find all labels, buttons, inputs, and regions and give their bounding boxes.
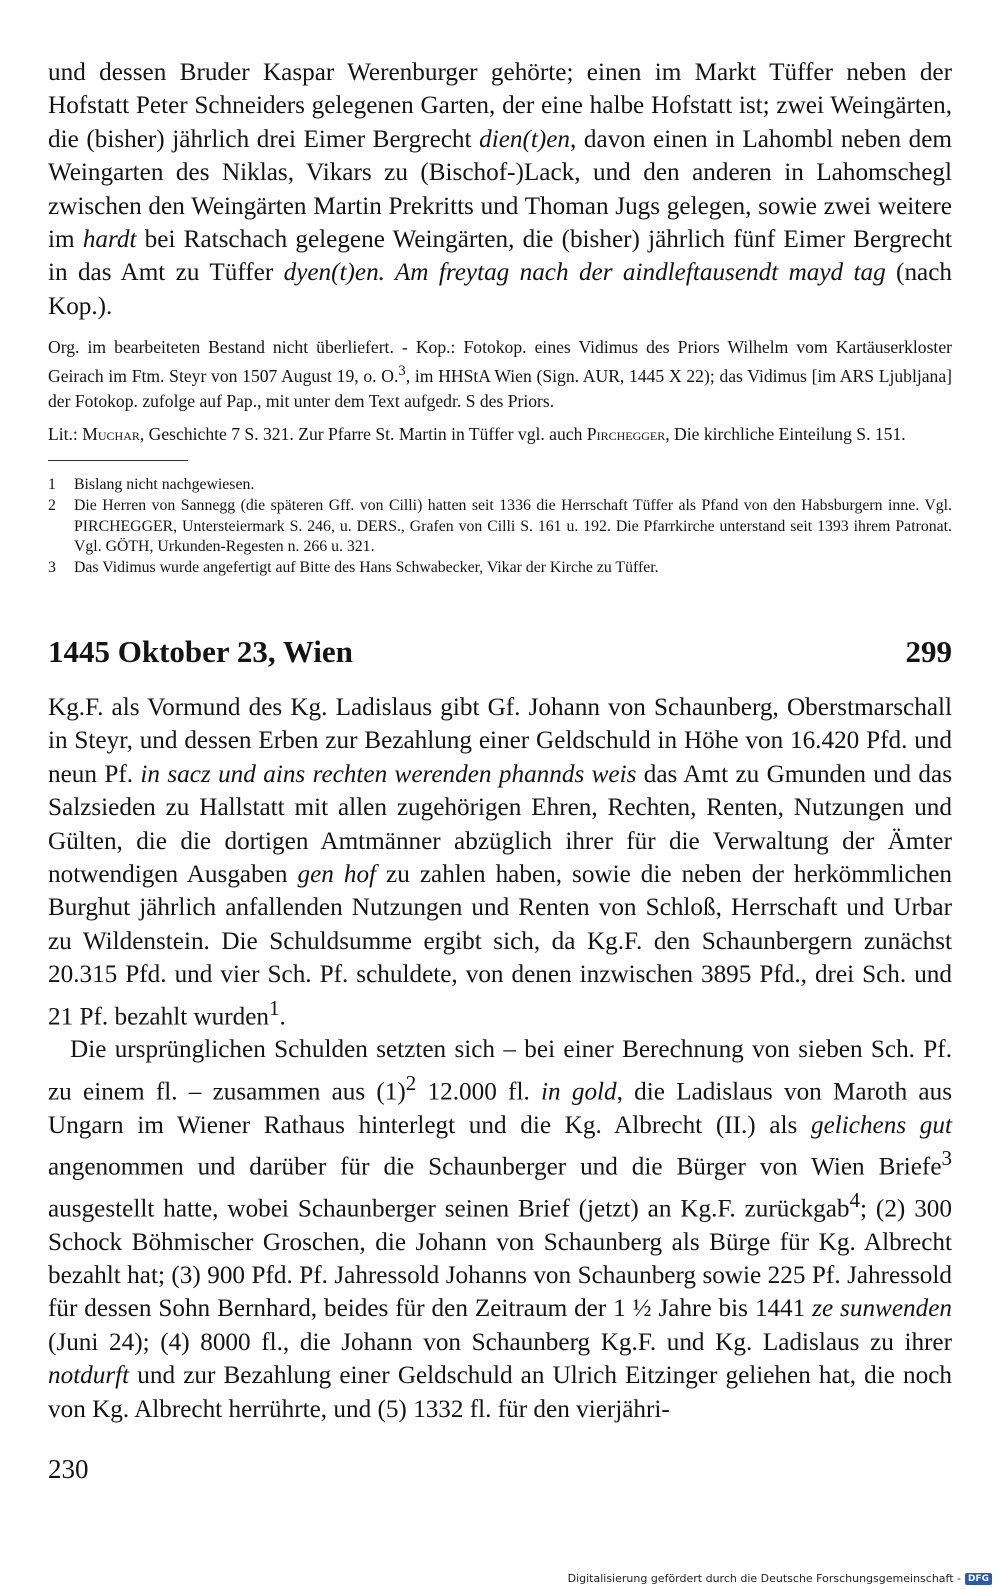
text-run: 12.000 fl. <box>416 1078 541 1106</box>
footnote-text: Bislang nicht nachgewiesen. <box>74 475 255 493</box>
footnote-list <box>48 475 952 579</box>
regest-paragraph-1 <box>48 691 952 1033</box>
text-run: ausgestellt hatte, wobei Schaunberger seinen Brief (jetzt) an Kg.F. zurückgab <box>48 1195 850 1223</box>
text-run: das Amt zu Gmunden und das Salzsieden zu Hallstatt mit allen zugehörigen Ehren, Rechten, Renten, Nutzungen und Gülten, die die dortigen Amtmänner abzüglich ihrer für die Verwaltung der Ämter notwendigen Ausgaben <box>48 760 952 888</box>
text-run: ; (2) 300 Schock Böhmischer Groschen, die Johann von Schaunberg als Bürge für Kg. Albrecht bezahlt hat; (3) 900 Pfd. Pf. Jahressold Johanns von Schaunberg sowie 225 Pf. Jahressold für dessen Sohn Bernhard, beides für den Zeitraum der 1 ½ Jahre bis 1441 <box>48 1195 952 1323</box>
italic-quote: dien(t)en <box>479 125 571 153</box>
text-run: Die ursprünglichen Schulden setzten sich – bei einer Berechnung von sieben Sch. Pf. zu einem fl. – zusammen aus (1) <box>48 1036 952 1106</box>
footnote-text: Das Vidimus wurde angefertigt auf Bitte des Hans Schwabecker, Vikar der Kirche zu Tüffer. <box>74 559 659 577</box>
italic-quote: hardt <box>82 226 137 254</box>
text-run: , die Ladislaus von Maroth aus Ungarn im Wiener Rathaus hinterlegt und die Kg. Albrecht (II.) als <box>48 1078 952 1139</box>
document-number: 299 <box>905 633 952 669</box>
text-run: und dessen Bruder Kaspar Werenburger gehörte; einen im Markt Tüffer neben der Hofstatt Peter Schneiders gelegenen Garten, der eine halbe Hofstatt ist; zwei Weingärten, die (bisher) jährlich drei Eimer Bergrecht <box>48 59 952 153</box>
dfg-logo-icon: DFG <box>965 1573 992 1585</box>
document-date-place: 1445 Oktober 23, Wien <box>48 633 353 669</box>
page-number: 230 <box>48 1454 89 1484</box>
author-name: Muchar <box>82 423 140 444</box>
footnote <box>48 558 952 579</box>
transmission-note <box>48 335 952 412</box>
text-run: (Juni 24); (4) 8000 fl., die Johann von Schaunberg Kg.F. und Kg. Ladislaus zu ihrer <box>48 1328 952 1356</box>
page-content <box>48 56 952 1426</box>
text-run: , Die kirchliche Einteilung S. 151. <box>665 423 906 444</box>
text-run: Org. im bearbeiteten Bestand nicht überliefert. - Kop.: Fotokop. eines Vidimus des Priors Wilhelm vom Kartäuserkloster Geirach im Ftm. Steyr von 1507 August 19, o. O. <box>48 337 952 387</box>
literature-note <box>48 422 952 446</box>
text-run: , Geschichte 7 S. 321. Zur Pfarre St. Martin in Tüffer vgl. auch <box>139 423 587 444</box>
text-run: . <box>279 1002 286 1030</box>
document-heading <box>48 633 952 671</box>
footnote-text: Die Herren von Sannegg (die späteren Gff. von Cilli) hatten seit 1336 die Herrschaft Tüffer als Pfand von den Habsburgern inne. Vgl. PIRCHEGGER, Untersteiermark S. 246, u. DERS., Grafen von Cilli S. 161 u. 192. Die Pfarrkirche unterstand seit 1393 ihrem Patronat. Vgl. GÖTH, Urkunden-Regesten n. 266 u. 321. <box>74 496 952 556</box>
text-run: (nach Kop.). <box>48 259 952 320</box>
footnote <box>48 475 952 496</box>
text-run: Kg.F. als Vormund des Kg. Ladislaus gibt Gf. Johann von Schaunberg, Oberstmarschall in Steyr, und dessen Erben zur Bezahlung einer Geldschuld in Höhe von 16.420 Pfd. und neun Pf. <box>48 693 952 788</box>
footnote-ref: 1 <box>269 995 280 1020</box>
footer-text: Digitalisierung gefördert durch die Deutsche Forschungsgemeinschaft - <box>567 1572 961 1585</box>
text-run: , im HHStA Wien (Sign. AUR, 1445 X 22); das Vidimus [im ARS Ljubljana] der Fotokop. zufolge auf Pap., mit unter dem Text aufgedr. S des Priors. <box>48 366 953 411</box>
italic-quote: in sacz und ains rechten werenden phannds weis <box>140 760 637 788</box>
footnote-ref: 2 <box>405 1070 417 1095</box>
footnote <box>48 496 952 558</box>
italic-quote: in gold <box>541 1078 617 1106</box>
italic-quote: ze sunwenden <box>812 1295 952 1323</box>
regest-paragraph-2 <box>48 1033 952 1426</box>
text-run: bei Ratschach gelegene Weingärten, die (bisher) jährlich fünf Eimer Bergrecht in das Amt zu Tüffer <box>48 226 953 287</box>
text-run: zu zahlen haben, sowie die neben der herkömmlichen Burghut jährlich anfallenden Nutzungen und Renten von Schloß, Herrschaft und Urbar zu Wildenstein. Die Schuldsumme ergibt sich, da Kg.F. den Schaunbergern zunächst 20.315 Pfd. und vier Sch. Pf. schuldete, von denen inzwischen 3895 Pfd., drei Sch. und 21 Pf. bezahlt wurden <box>48 860 952 1030</box>
footnote-number: 3 <box>48 559 56 577</box>
italic-quote: notdurft <box>48 1362 130 1390</box>
italic-quote: gelichens gut <box>811 1111 952 1139</box>
italic-quote: gen hof <box>297 860 377 888</box>
digitization-footer <box>568 1572 992 1585</box>
author-name: Pirchegger <box>586 423 666 444</box>
footnote-number: 2 <box>48 496 56 514</box>
text-run: , davon einen in Lahombl neben dem Weingarten des Niklas, Vikars zu (Bischof-)Lack, und den anderen in Lahomschegl zwischen den Weingärten Martin Prekritts und Thoman Jugs gelegen, sowie zwei weitere im <box>48 125 952 254</box>
footnote-number: 1 <box>48 475 56 493</box>
footnote-ref: 4 <box>849 1187 861 1212</box>
footnote-divider <box>48 460 188 461</box>
text-run: Lit.: <box>48 423 83 444</box>
footnote-ref: 3 <box>941 1145 952 1170</box>
footnote-ref: 3 <box>398 363 406 380</box>
continued-regest-paragraph <box>48 56 952 323</box>
italic-quote: dyen(t)en. Am freytag nach der aindleftausendt mayd tag <box>283 259 886 287</box>
text-run: angenommen und darüber für die Schaunberger und die Bürger von Wien Briefe <box>48 1153 942 1181</box>
text-run: und zur Bezahlung einer Geldschuld an Ulrich Eitzinger geliehen hat, die noch von Kg. Albrecht herrührte, und (5) 1332 fl. für den vierjähri- <box>48 1362 952 1423</box>
